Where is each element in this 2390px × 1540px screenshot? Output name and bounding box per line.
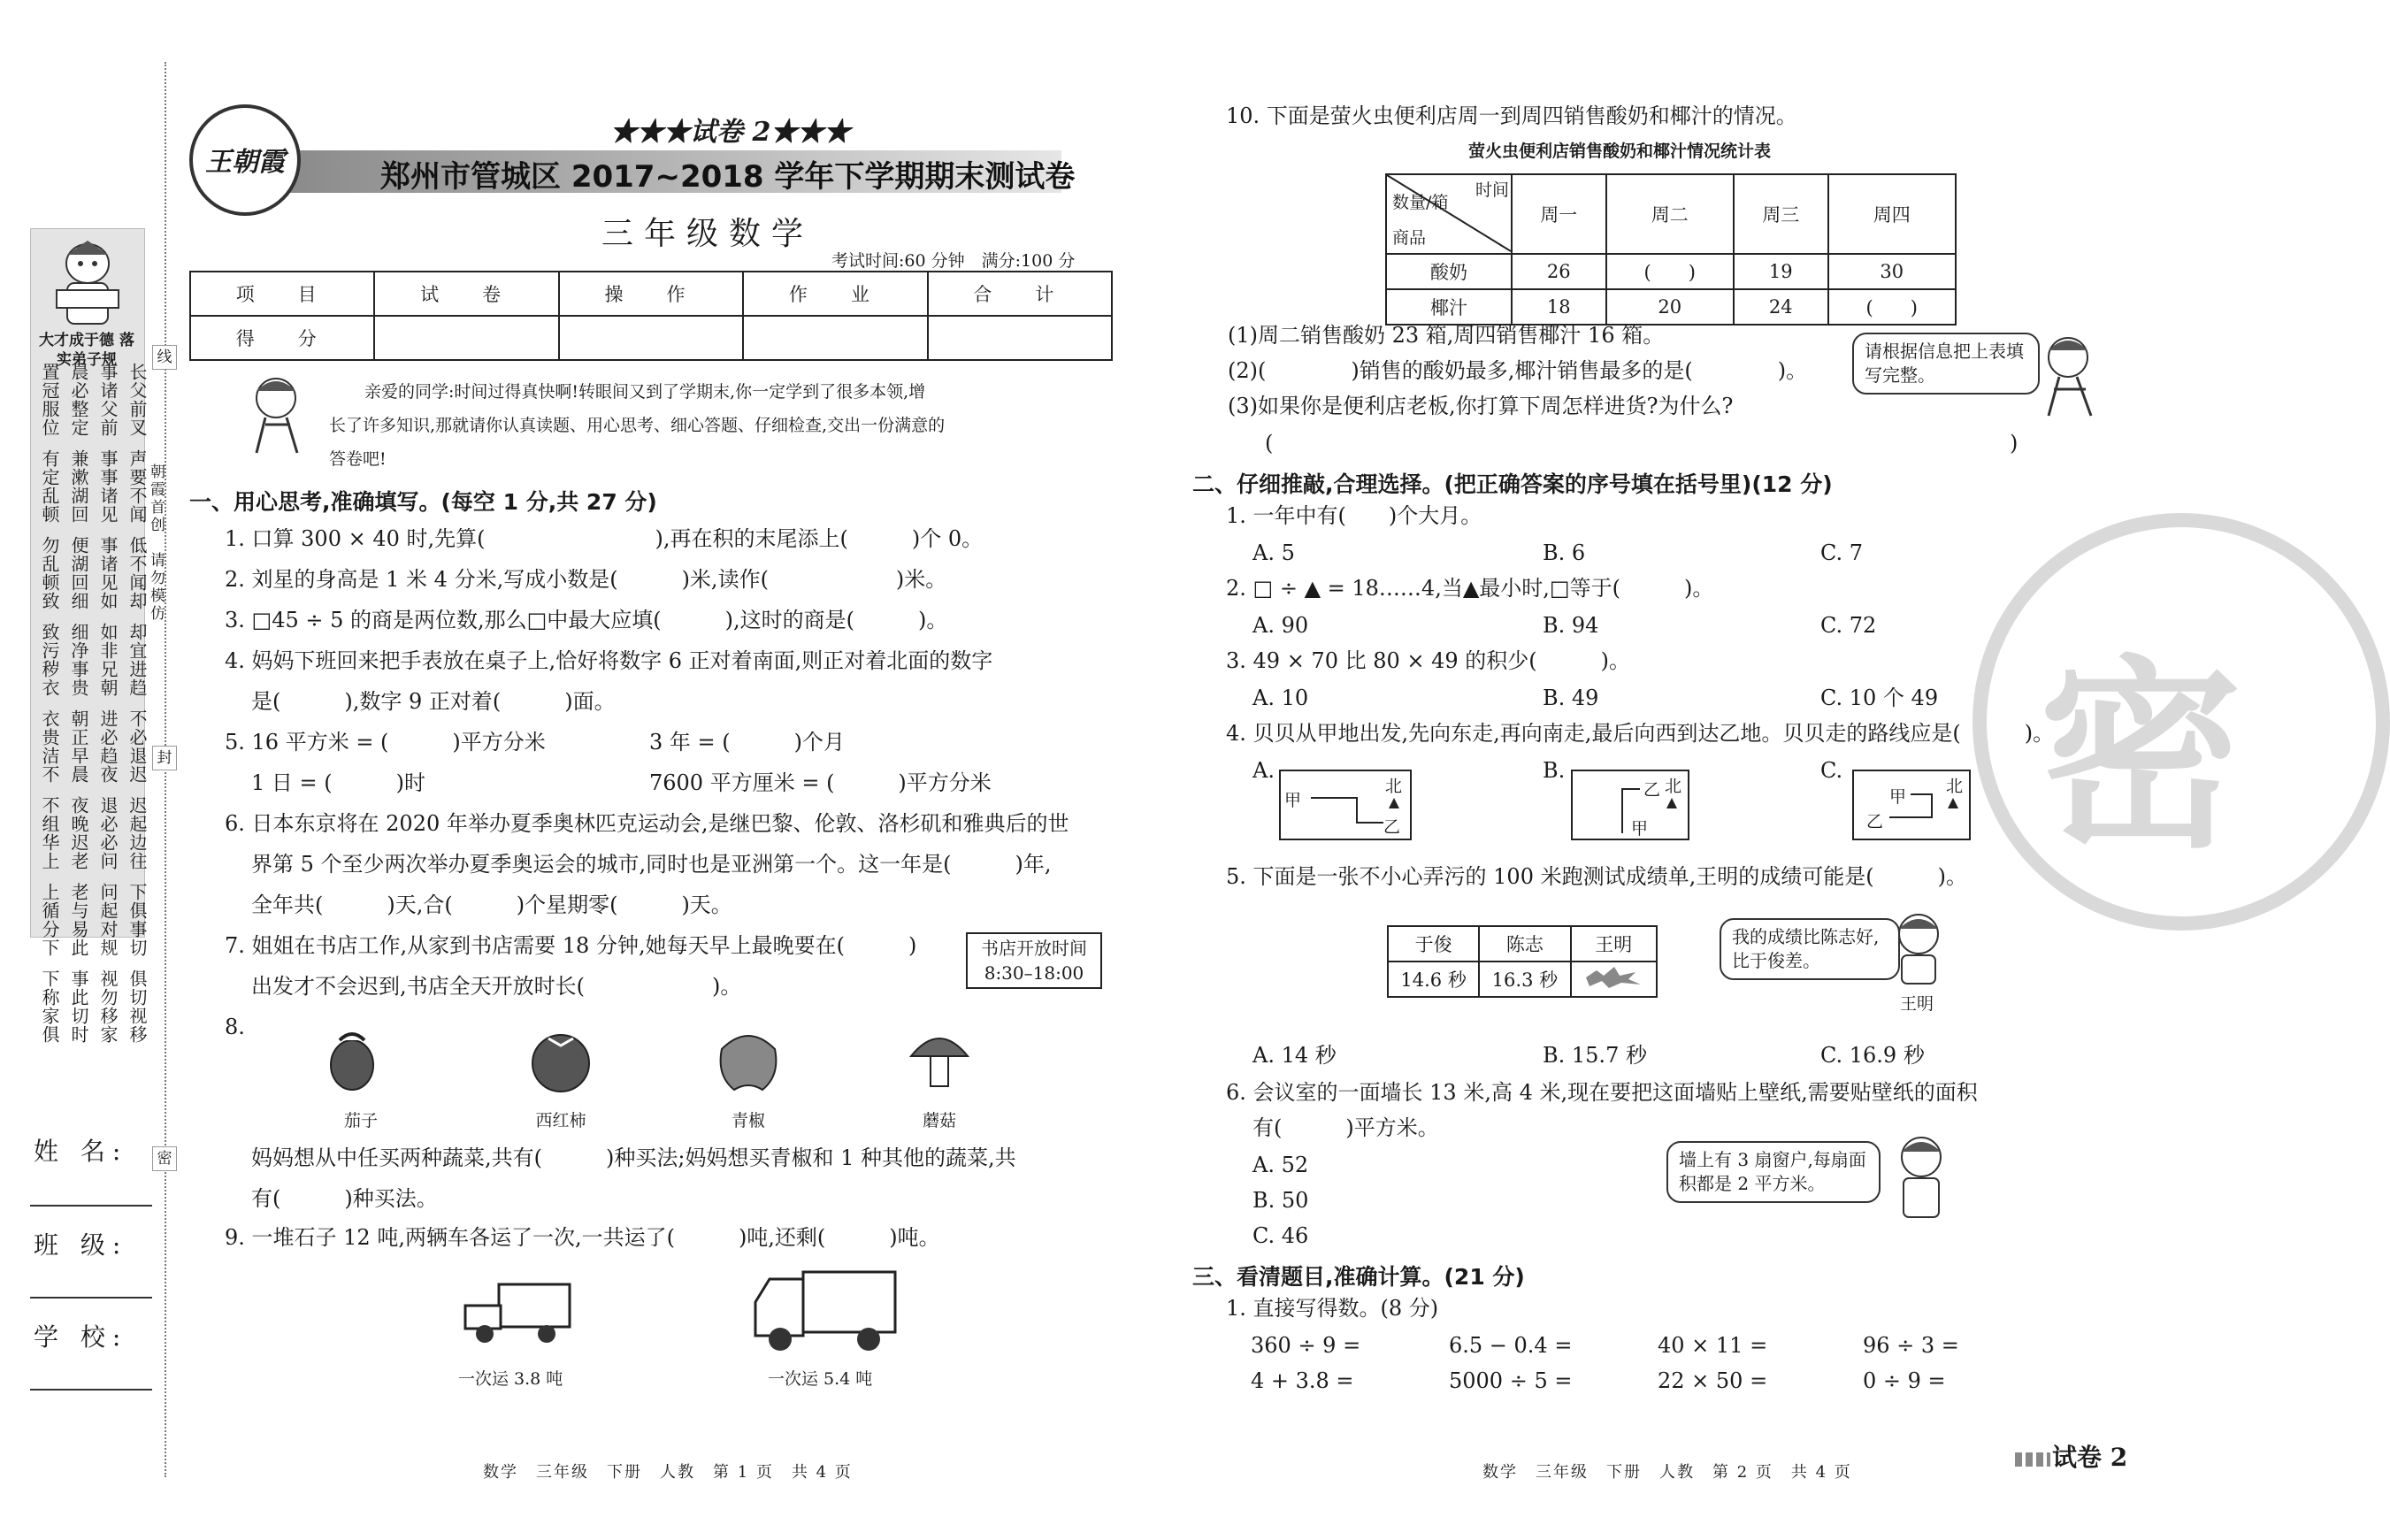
student-class-label: 班 级: [34,1230,128,1260]
student-name-label: 姓 名: [34,1137,128,1166]
question-1: 1. 口算 300 × 40 时,先算( ),再在积的末尾添上( )个 0。 [225,526,984,551]
hint-bubble-10: 请根据信息把上表填写完整。 [1852,333,2040,395]
corner-goods: 商品 [1392,228,1427,248]
motto-column: 事事诸见 [97,449,119,524]
motto-column: 事此切时 [68,969,89,1044]
tag-decoration [2015,1452,2050,1467]
answer-blank-close: ) [2010,431,2018,456]
map-north: 北 [1665,777,1682,796]
ink-smudge-icon [1582,965,1644,990]
question-7: 7. 姐姐在书店工作,从家到书店需要 18 分钟,她每天早上最晚要在( ) [225,933,917,958]
question-8-text: 妈妈想从中任买两种蔬菜,共有( )种买法;妈妈想买青椒和 1 种其他的蔬菜,共 [251,1145,1016,1170]
greeting-text [329,375,946,476]
calc-subtitle: 1. 直接写得数。(8 分) [1226,1296,1439,1321]
choice-2: 2. □ ÷ ▲ = 18……4,当▲最小时,□等于( )。 [1226,576,1714,601]
motto-group [39,536,148,610]
motto-column: 问起对规 [97,883,119,957]
question-10: 10. 下面是萤火虫便利店周一到周四销售酸奶和椰汁的情况。 [1226,103,1797,128]
choice-2-opt: A. 90 [1252,613,1309,638]
motto-column: 老与易此 [68,883,89,957]
store-hours-box [966,932,1102,989]
student-school-field[interactable] [30,1389,152,1391]
motto-group [39,623,148,697]
cartoon-girl-icon [239,372,318,460]
motto-group [39,883,148,957]
choice-5-opt: B. 15.7 秒 [1543,1043,1647,1068]
store-hours-value: 8:30–18:00 [984,962,1084,984]
score-header: 合 计 [928,272,1112,316]
calc-item: 40 × 11 = [1658,1333,1768,1358]
choice-5: 5. 下面是一张不小心弄污的 100 米跑测试成绩单,王明的成绩可能是( )。 [1226,864,1967,889]
exam-info: 考试时间:60 分钟 满分:100 分 [831,251,1076,271]
greeting-line: 亲爱的同学:时间过得真快啊!转眼间又到了学期末,你一定学到了很多本领,增 [364,382,926,402]
section-1-title: 一、用心思考,准确填写。(每空 1 分,共 27 分) [189,489,657,515]
score-cell[interactable] [374,316,558,360]
stats-table-title: 萤火虫便利店销售酸奶和椰汁情况统计表 [1468,142,1772,161]
map-north: 北 [1946,777,1964,796]
motto-group [39,363,148,437]
question-10-1: (1)周二销售酸奶 23 箱,周四销售椰汁 16 箱。 [1228,323,1665,348]
day-header: 周二 [1606,174,1734,254]
paper-number: ★★★试卷 2★★★ [610,117,851,148]
motto-column: 却宜进趋 [126,623,148,697]
wangming-caption: 王明 [1900,994,1934,1014]
calc-item: 96 ÷ 3 = [1863,1333,1959,1358]
student-school-label: 学 校: [34,1322,128,1352]
motto-column: 迟起边往 [126,796,148,870]
motto-column: 置冠服位 [39,363,60,437]
motto-column: 不组华上 [39,796,60,870]
question-10-2: (2)( )销售的酸奶最多,椰汁销售最多的是( )。 [1228,358,1808,383]
motto-column: 细净事贵 [68,623,89,697]
motto-column: 俱切视移 [126,969,148,1044]
scholar-illustration-icon [48,237,127,329]
sales-cell: 19 [1734,254,1828,289]
motto-group [39,969,148,1044]
motto-column: 上循分下 [39,883,60,957]
motto-group [39,449,148,524]
motto-column: 勿乱顿致 [39,536,60,610]
motto-group [39,796,148,870]
motto-column: 晨必整定 [68,363,89,437]
choice-6-cont: 有( )平方米。 [1252,1115,1439,1140]
motto-title: 大才成于德 落实弟子规 [39,332,134,369]
veg-label: 青椒 [731,1111,765,1130]
side-note-2: 请勿模仿 [147,552,165,623]
choice-1: 1. 一年中有( )个大月。 [1226,503,1482,528]
choice-2-opt: B. 94 [1543,613,1599,638]
sales-table-corner [1386,174,1512,254]
choice-3: 3. 49 × 70 比 80 × 49 的积少( )。 [1226,648,1631,673]
confidential-stamp-char: 密 [2039,637,2243,876]
route-map-b [1571,770,1689,840]
motto-column: 便湖回细 [68,536,89,610]
question-6: 6. 日本东京将在 2020 年举办夏季奥林匹克运动会,是继巴黎、伦敦、洛杉矶和雅典后的世 [225,811,1069,836]
choice-5-opt: A. 14 秒 [1252,1043,1337,1068]
cut-mark-1: 线 [152,345,177,370]
cut-mark-3: 密 [152,1146,177,1171]
runner-time: 16.3 秒 [1479,962,1570,997]
greeting-line: 长了许多知识,那就请你认真读题、用心思考、细心答题、仔细检查,交出一份满意的 [329,416,946,435]
motto-column: 下称家俱 [39,969,60,1044]
runner-name: 王明 [1571,926,1657,962]
tomato-icon [527,1026,594,1093]
cartoon-boy-icon [1886,1127,1957,1224]
sales-cell: 30 [1828,254,1957,289]
day-header: 周三 [1734,174,1828,254]
choice-5-opt: C. 16.9 秒 [1820,1043,1925,1068]
calc-item: 6.5 − 0.4 = [1449,1333,1573,1358]
choice-1-opt: A. 5 [1252,540,1295,565]
question-10-3: (3)如果你是便利店老板,你打算下周怎样进货?为什么? [1228,394,1734,418]
day-header: 周四 [1828,174,1957,254]
veg-label: 西红柿 [535,1111,586,1130]
question-3: 3. □45 ÷ 5 的商是两位数,那么□中最大应填( ),这时的商是( )。 [225,608,948,632]
question-5d: 7600 平方厘米 = ( )平方分米 [649,770,992,795]
student-class-field[interactable] [30,1297,152,1299]
footer-right: 数学 三年级 下册 人教 第 2 页 共 4 页 [1482,1463,1852,1482]
runner-name: 陈志 [1479,926,1570,962]
runner-time: 14.6 秒 [1388,962,1479,997]
section-3-title: 三、看清题目,准确计算。(21 分) [1192,1264,1525,1290]
choice-6: 6. 会议室的一面墙长 13 米,高 4 米,现在要把这面墙贴上壁纸,需要贴壁纸的面积 [1226,1080,1978,1105]
choice-4: 4. 贝贝从甲地出发,先向东走,再向南走,最后向西到达乙地。贝贝走的路线应是( )。 [1226,721,2055,746]
choice-4-opt: A. [1252,758,1275,783]
subject-title: 三年级数学 [601,216,815,252]
question-5a: 5. 16 平方米 = ( )平方分米 [225,730,546,755]
exam-title: 郑州市管城区 2017~2018 学年下学期期末测试卷 [380,159,1076,195]
truck-1-label: 一次运 3.8 吨 [458,1369,563,1389]
motto-column: 事诸父前 [97,363,119,437]
motto-column: 如非兄朝 [97,623,119,697]
paper-tag: 试卷 2 [2052,1443,2128,1472]
motto-column: 退必必问 [97,796,119,870]
question-6-cont: 界第 5 个至少两次举办夏季奥运会的城市,同时也是亚洲第一个。这一年是( )年, [251,852,1052,877]
score-table [189,271,1113,361]
question-8-cont: 有( )种买法。 [251,1186,438,1211]
score-cell[interactable] [928,316,1112,360]
score-cell[interactable] [559,316,743,360]
map-jia: 甲 [1284,791,1302,810]
score-header: 试 卷 [374,272,558,316]
question-6-cont2: 全年共( )天,合( )个星期零( )天。 [251,893,732,917]
choice-2-opt: C. 72 [1820,613,1877,638]
sales-table [1385,173,1957,326]
side-note-1: 朝霞首创 [147,464,165,534]
choice-3-opt: B. 49 [1543,686,1599,710]
motto-column: 视勿移家 [97,969,119,1044]
motto-column: 衣贵洁不 [39,709,60,784]
question-9: 9. 一堆石子 12 吨,两辆车各运了一次,一共运了( )吨,还剩( )吨。 [225,1225,940,1250]
motto-column: 不必退迟 [126,709,148,784]
motto-column: 下俱事切 [126,883,148,957]
runner-name: 于俊 [1388,926,1479,962]
calc-item: 5000 ÷ 5 = [1449,1368,1573,1393]
green-pepper-icon [713,1023,784,1093]
motto-column: 夜晚迟老 [68,796,89,870]
hint-bubble-5: 我的成绩比陈志好,比于俊差。 [1720,918,1900,980]
sales-cell: 24 [1734,289,1828,325]
motto-column: 致污秽衣 [39,623,60,697]
map-north: 北 [1385,777,1403,796]
corner-time: 时间 [1475,180,1510,200]
map-jia: 甲 [1631,819,1649,839]
student-name-field[interactable] [30,1205,152,1207]
motto-column: 低不闻却 [126,536,148,610]
small-truck-icon [460,1279,575,1350]
motto-column: 长父前叉 [126,363,148,437]
motto-column: 声要不闻 [126,449,148,524]
motto-column: 有定乱顿 [39,449,60,524]
cartoon-girl-icon [2029,327,2109,425]
calc-item: 22 × 50 = [1658,1368,1768,1393]
choice-4-opt: C. [1820,758,1843,783]
eggplant-icon [320,1023,382,1093]
score-header: 作 业 [743,272,927,316]
sales-cell: 26 [1512,254,1606,289]
question-2: 2. 刘星的身高是 1 米 4 分米,写成小数是( )米,读作( )米。 [225,567,947,592]
answer-blank-open: ( [1265,431,1274,456]
sales-cell: 20 [1606,289,1734,325]
logo-text: 王朝霞 [205,147,285,178]
sales-cell: 18 [1512,289,1606,325]
motto-column: 事诸见如 [97,536,119,610]
route-map-a [1279,770,1412,840]
smudge-cell [1571,962,1657,997]
choice-1-opt: B. 6 [1543,540,1586,565]
day-header: 周一 [1512,174,1606,254]
score-header: 项 目 [190,272,374,316]
choice-4-opt: B. [1543,758,1566,783]
mushroom-icon [906,1024,973,1095]
veg-label: 蘑菇 [922,1111,956,1130]
cut-mark-2: 封 [152,746,177,770]
map-yi: 乙 [1383,817,1401,837]
map-yi: 乙 [1866,812,1884,831]
question-4-cont: 是( ),数字 9 正对着( )面。 [251,689,616,714]
score-cell[interactable] [743,316,927,360]
choice-6-opt: A. 52 [1252,1153,1309,1177]
question-4: 4. 妈妈下班回来把手表放在桌子上,恰好将数字 6 正对着南面,则正对着北面的数字 [225,648,993,673]
map-jia: 甲 [1889,787,1907,807]
motto-column: 进必趋夜 [97,709,119,784]
hint-bubble-6: 墙上有 3 扇窗户,每扇面积都是 2 平方米。 [1666,1141,1881,1203]
race-table [1387,925,1658,998]
product-name: 椰汁 [1386,289,1512,325]
choice-1-opt: C. 7 [1820,540,1864,565]
question-8: 8. [225,1015,245,1039]
question-7-cont: 出发才不会迟到,书店全天开放时长( )。 [251,974,742,999]
big-truck-icon [750,1267,900,1355]
score-row-label: 得 分 [190,316,374,360]
sales-cell-blank[interactable]: ( ) [1828,289,1957,325]
calc-item: 0 ÷ 9 = [1863,1368,1946,1393]
choice-6-opt: B. 50 [1252,1188,1309,1213]
motto-text [39,363,148,1056]
choice-3-opt: C. 10 个 49 [1820,686,1939,710]
brand-logo [189,104,301,216]
veg-label: 茄子 [343,1111,378,1130]
store-hours-title: 书店开放时间 [981,938,1087,959]
motto-column: 兼漱湖回 [68,449,89,524]
truck-2-label: 一次运 5.4 吨 [768,1369,873,1389]
calc-item: 360 ÷ 9 = [1251,1333,1361,1358]
motto-group [39,709,148,784]
choice-6-opt: C. 46 [1252,1223,1309,1248]
map-yi: 乙 [1643,780,1661,800]
question-5c: 1 日 = ( )时 [251,770,425,795]
calc-item: 4 + 3.8 = [1251,1368,1354,1393]
score-header: 操 作 [559,272,743,316]
motto-column: 朝正早晨 [68,709,89,784]
route-map-c [1852,770,1971,840]
corner-quantity: 数量/箱 [1392,193,1449,212]
choice-3-opt: A. 10 [1252,686,1309,710]
question-5b: 3 年 = ( )个月 [649,730,845,755]
product-name: 酸奶 [1386,254,1512,289]
sales-cell-blank[interactable]: ( ) [1606,254,1734,289]
cartoon-boy-icon [1888,908,1950,987]
greeting-line: 答卷吧! [329,449,387,469]
footer-left: 数学 三年级 下册 人教 第 1 页 共 4 页 [483,1463,853,1482]
section-2-title: 二、仔细推敲,合理选择。(把正确答案的序号填在括号里)(12 分) [1192,471,1833,497]
